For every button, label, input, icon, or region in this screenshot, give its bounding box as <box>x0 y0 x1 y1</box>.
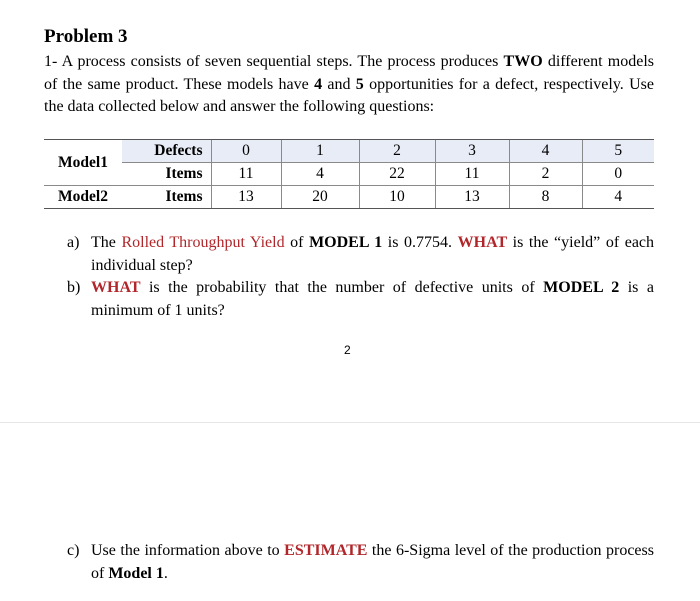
items-label: Items <box>122 186 211 209</box>
model1-emphasis: Model 1 <box>108 564 164 582</box>
table-cell: 4 <box>281 163 359 186</box>
table-cell: 22 <box>359 163 435 186</box>
table-cell: 2 <box>509 163 582 186</box>
intro-bold-five: 5 <box>355 75 364 93</box>
what-emphasis: WHAT <box>91 279 141 296</box>
table-cell: 0 <box>211 140 281 163</box>
page-divider <box>0 422 700 423</box>
question-b-text: is the probability that the number of defective units of <box>140 279 544 296</box>
page-number: 2 <box>344 343 351 357</box>
items-label: Items <box>122 163 211 186</box>
question-a-text: of <box>284 234 310 251</box>
table-cell: 1 <box>281 140 359 163</box>
question-c-text: . <box>163 564 168 582</box>
table-cell: 13 <box>435 186 509 209</box>
model2-label: Model2 <box>44 186 122 209</box>
table-row-model1-items <box>44 163 654 186</box>
table-cell: 10 <box>359 186 435 209</box>
intro-bold-two: TWO <box>503 53 543 70</box>
intro-bold-four: 4 <box>314 75 323 93</box>
intro-text-1: 1- A process consists of seven sequential steps. The process produces <box>44 53 504 70</box>
table-row-defects <box>44 140 654 163</box>
question-a-text: is the “yield” of each individual step? <box>91 234 655 274</box>
question-a-text: is 0.7754. <box>382 234 458 251</box>
table-cell: 3 <box>435 140 509 163</box>
model1-label: Model1 <box>44 140 122 186</box>
question-b <box>67 277 654 322</box>
what-emphasis: WHAT <box>457 234 508 251</box>
estimate-emphasis: ESTIMATE <box>284 542 368 559</box>
intro-text-2: different models of the same product. These models have <box>44 53 654 93</box>
table-cell: 4 <box>582 186 654 209</box>
model2-emphasis: MODEL 2 <box>543 279 620 296</box>
table-cell: 0 <box>582 163 654 186</box>
table-cell: 13 <box>211 186 281 209</box>
table-cell: 8 <box>509 186 582 209</box>
defects-label: Defects <box>122 140 211 163</box>
intro-text-3: and <box>322 75 356 93</box>
question-c-text: the 6-Sigma level of the production process of <box>91 542 654 582</box>
table-cell: 5 <box>582 140 654 163</box>
rty-term: Rolled Throughput Yield <box>121 234 285 251</box>
table-cell: 4 <box>509 140 582 163</box>
problem-intro <box>44 51 654 119</box>
table-cell: 11 <box>435 163 509 186</box>
table-cell: 11 <box>211 163 281 186</box>
table-cell: 20 <box>281 186 359 209</box>
intro-text-4: opportunities for a defect, respectively. Use the data collected below and answer the following questions: <box>44 75 654 115</box>
question-c-text: Use the information above to <box>91 542 285 559</box>
question-a-marker: a) <box>67 234 80 251</box>
problem-title: Problem 3 <box>44 26 128 47</box>
question-c <box>67 540 654 585</box>
question-b-marker: b) <box>67 279 81 296</box>
defects-table <box>44 139 654 209</box>
model1-emphasis: MODEL 1 <box>309 234 383 251</box>
question-a <box>67 232 654 277</box>
question-a-text: The <box>91 234 122 251</box>
question-c-marker: c) <box>67 542 80 559</box>
table-cell: 2 <box>359 140 435 163</box>
question-b-text: is a minimum of 1 units? <box>91 279 654 319</box>
table-row-model2-items <box>44 186 654 209</box>
